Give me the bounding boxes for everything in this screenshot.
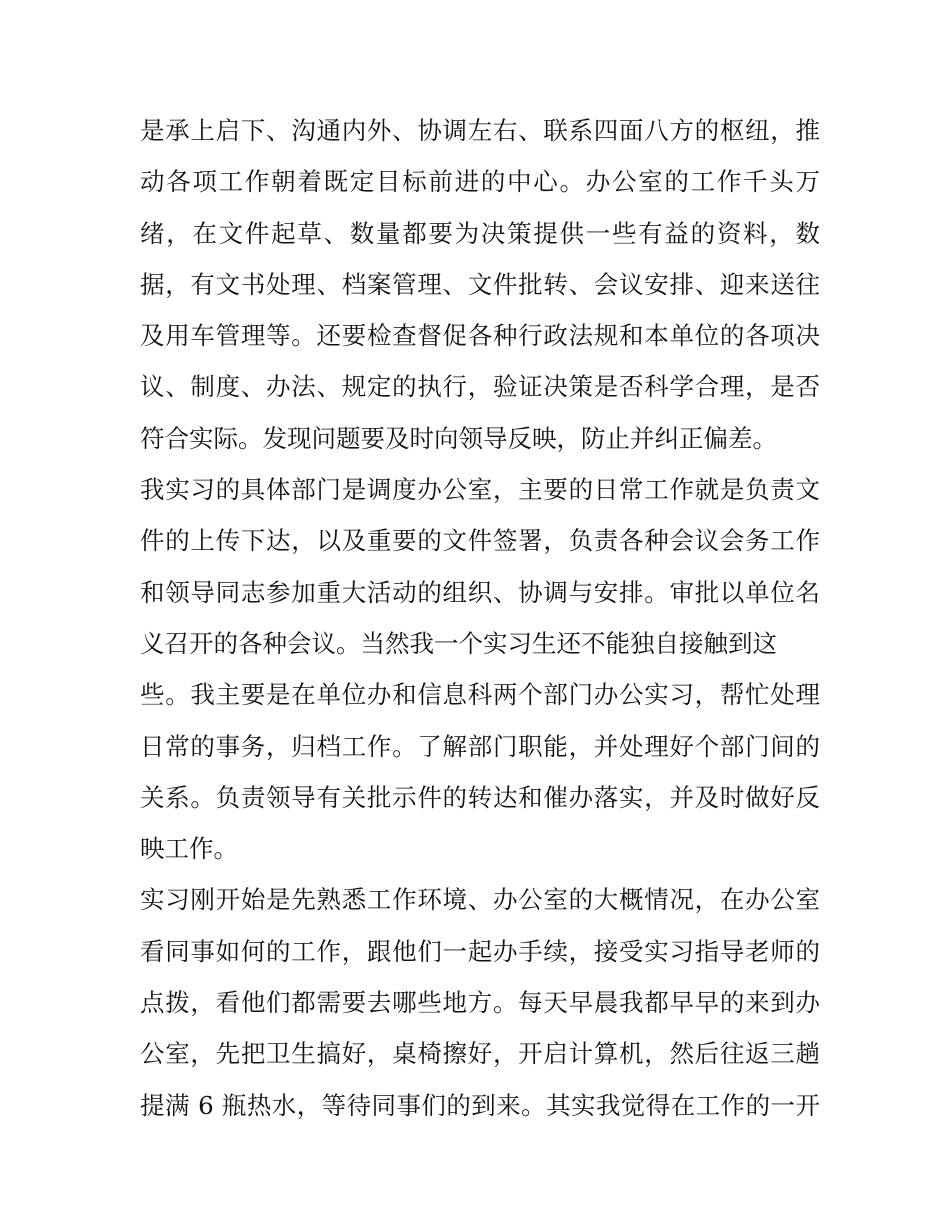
text-line: 日常的事务，归档工作。了解部门职能，并处理好个部门间的 bbox=[140, 731, 820, 761]
text-line: 绪，在文件起草、数量都要为决策提供一些有益的资料，数 bbox=[140, 218, 820, 248]
text-line: 和领导同志参加重大活动的组织、协调与安排。审批以单位名 bbox=[140, 577, 820, 607]
text-line: 映工作。 bbox=[140, 834, 238, 864]
body-text bbox=[140, 105, 820, 1131]
text-line: 看同事如何的工作，跟他们一起办手续，接受实习指导老师的 bbox=[140, 936, 820, 966]
text-line: 件的上传下达，以及重要的文件签署，负责各种会议会务工作 bbox=[140, 526, 820, 556]
text-line: 义召开的各种会议。当然我一个实习生还不能独自接触到这 bbox=[140, 628, 777, 658]
text-line: 及用车管理等。还要检查督促各种行政法规和本单位的各项决 bbox=[140, 321, 820, 351]
text-line: 动各项工作朝着既定目标前进的中心。办公室的工作千头万 bbox=[140, 167, 820, 197]
text-line: 据，有文书处理、档案管理、文件批转、会议安排、迎来送往 bbox=[140, 269, 820, 299]
text-line: 议、制度、办法、规定的执行，验证决策是否科学合理，是否 bbox=[140, 372, 820, 402]
text-line: 些。我主要是在单位办和信息科两个部门办公实习，帮忙处理 bbox=[140, 680, 820, 710]
text-line: 实习刚开始是先熟悉工作环境、办公室的大概情况，在办公室 bbox=[140, 885, 820, 915]
text-line: 我实习的具体部门是调度办公室，主要的日常工作就是负责文 bbox=[140, 475, 820, 505]
text-line: 点拨，看他们都需要去哪些地方。每天早晨我都早早的来到办 bbox=[140, 988, 820, 1018]
text-line: 符合实际。发现问题要及时向领导反映，防止并纠正偏差。 bbox=[140, 423, 777, 453]
text-line: 是承上启下、沟通内外、协调左右、联系四面八方的枢纽，推 bbox=[140, 116, 820, 145]
text-line: 关系。负责领导有关批示件的转达和催办落实，并及时做好反 bbox=[140, 782, 820, 812]
text-line: 公室，先把卫生搞好，桌椅擦好，开启计算机，然后往返三趟 bbox=[140, 1039, 820, 1069]
text-line: 提满 6 瓶热水，等待同事们的到来。其实我觉得在工作的一开 bbox=[140, 1090, 820, 1120]
